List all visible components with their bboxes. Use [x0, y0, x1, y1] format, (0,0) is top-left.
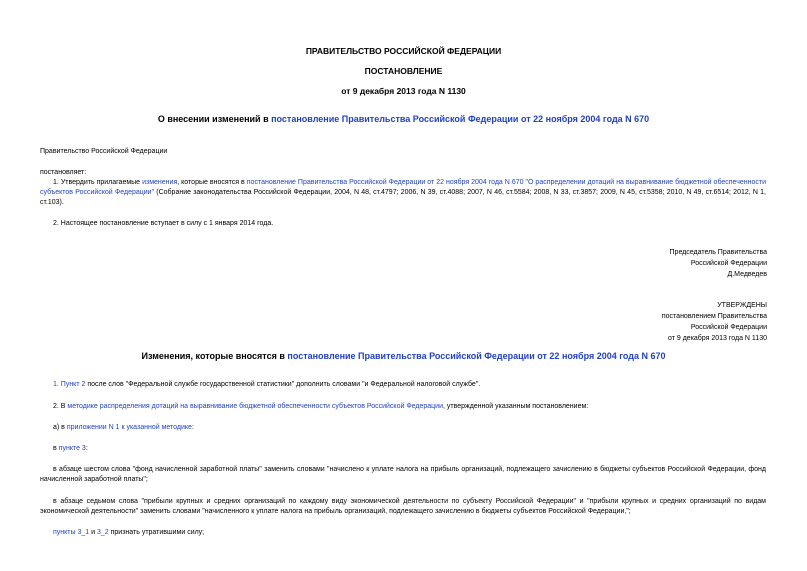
- title-link[interactable]: постановление Правительства Российской Федерации от 22 ноября 2004 года N 670: [271, 114, 650, 124]
- approved-block: [662, 300, 767, 344]
- changes-title-link[interactable]: постановление Правительства Российской Федерации от 22 ноября 2004 года N 670: [287, 351, 666, 361]
- ca-text-b: :: [191, 424, 194, 431]
- points-3-1-link[interactable]: пункты 3_1: [53, 529, 90, 536]
- change-b: [40, 444, 766, 454]
- c2-text-b: , утвержденной указанным постановлением:: [442, 403, 589, 410]
- change-last: [40, 528, 766, 538]
- c2-text-a: 2. В: [53, 403, 68, 410]
- change-1: [40, 380, 766, 390]
- document-type: ПОСТАНОВЛЕНИЕ: [364, 66, 443, 76]
- changes-title: [0, 351, 807, 361]
- ca-appendix-link[interactable]: приложении N 1 к указанной методике: [66, 424, 192, 431]
- c1-link[interactable]: 1. Пункт 2: [53, 381, 86, 388]
- signature-name: Д.Медведев: [727, 271, 767, 278]
- signature-block: [670, 247, 767, 280]
- signature-title: Председатель Правительства: [669, 249, 767, 256]
- decides-text: постановляет:: [40, 169, 87, 176]
- p1-changes-link[interactable]: изменения: [142, 179, 178, 186]
- signature-country: Российской Федерации: [690, 260, 767, 267]
- issuer-text: Правительство Российской Федерации: [40, 148, 168, 155]
- document-title: [0, 114, 807, 124]
- points-3-2-link[interactable]: 3_2: [96, 529, 109, 536]
- change-abzac-7: в абзаце седьмом слова "прибыли крупных и средних организаций по каждому виду экономической деятельности по субъекту Российской Федерации" и "прибыли крупных и средних организаций по видам экономической деятельности" заменить словами "начисленного к уплате налога на прибыль организаций, подлежащего зачислению в бюджеты субъектов Российской Федерации,";: [40, 498, 766, 515]
- p1-text-c: (Собрание законодательства Российской Федерации, 2004, N 48, ст.4797; 2006, N 39, ст.4088; 2007, N 46, ст.5584; 2008, N 33, ст.3857; 2009, N 45, ст.5358; 2010, N 49, ст.6514; 2012, N 1, ст.103).: [40, 189, 766, 206]
- p1-text-a: 1. Утвердить прилагаемые: [53, 179, 143, 186]
- p1-resolution-link[interactable]: постановление Правительства Российской Федерации от 22 ноября 2004 года N 670 "О распределении дотаций на выравнивание бюджетной обеспеченности субъектов Российской Федерации": [40, 179, 767, 196]
- cb-text-b: :: [85, 445, 88, 452]
- approved-label: УТВЕРЖДЕНЫ: [717, 302, 767, 309]
- paragraph-2: 2. Настоящее постановление вступает в силу с 1 января 2014 года.: [53, 220, 274, 227]
- change-abzac-6: в абзаце шестом слова "фонд начисленной заработной платы" заменить словами "начислено к уплате налога на прибыль организаций, подлежащего зачислению в бюджеты субъектов Российской Федерации, фонд начисленной заработной платы";: [40, 466, 766, 483]
- government-heading: ПРАВИТЕЛЬСТВО РОССИЙСКОЙ ФЕДЕРАЦИИ: [305, 46, 502, 56]
- c1-text: после слов "Федеральной службе государственной статистики" дополнить словами "и Федеральной налоговой службе".: [85, 381, 481, 388]
- c2-methodology-link[interactable]: методике распределения дотаций на выравнивание бюджетной обеспеченности субъектов Российской Федерации: [67, 403, 443, 410]
- change-2: [40, 402, 766, 412]
- ca-text-a: а) в: [53, 424, 67, 431]
- title-prefix: О внесении изменений в: [157, 114, 272, 124]
- last-mid: и: [89, 529, 97, 536]
- last-end: признать утратившими силу;: [108, 529, 205, 536]
- changes-title-prefix: Изменения, которые вносятся в: [141, 351, 288, 361]
- approved-country: Российской Федерации: [690, 324, 767, 331]
- approved-by: постановлением Правительства: [661, 313, 767, 320]
- cb-text-a: в: [53, 445, 59, 452]
- approved-date: от 9 декабря 2013 года N 1130: [667, 335, 767, 342]
- p1-text-b: , которые вносятся в: [177, 179, 247, 186]
- cb-point3-link[interactable]: пункте 3: [58, 445, 86, 452]
- paragraph-1: [40, 178, 766, 208]
- document-date: от 9 декабря 2013 года N 1130: [341, 86, 466, 96]
- change-a: [40, 423, 766, 433]
